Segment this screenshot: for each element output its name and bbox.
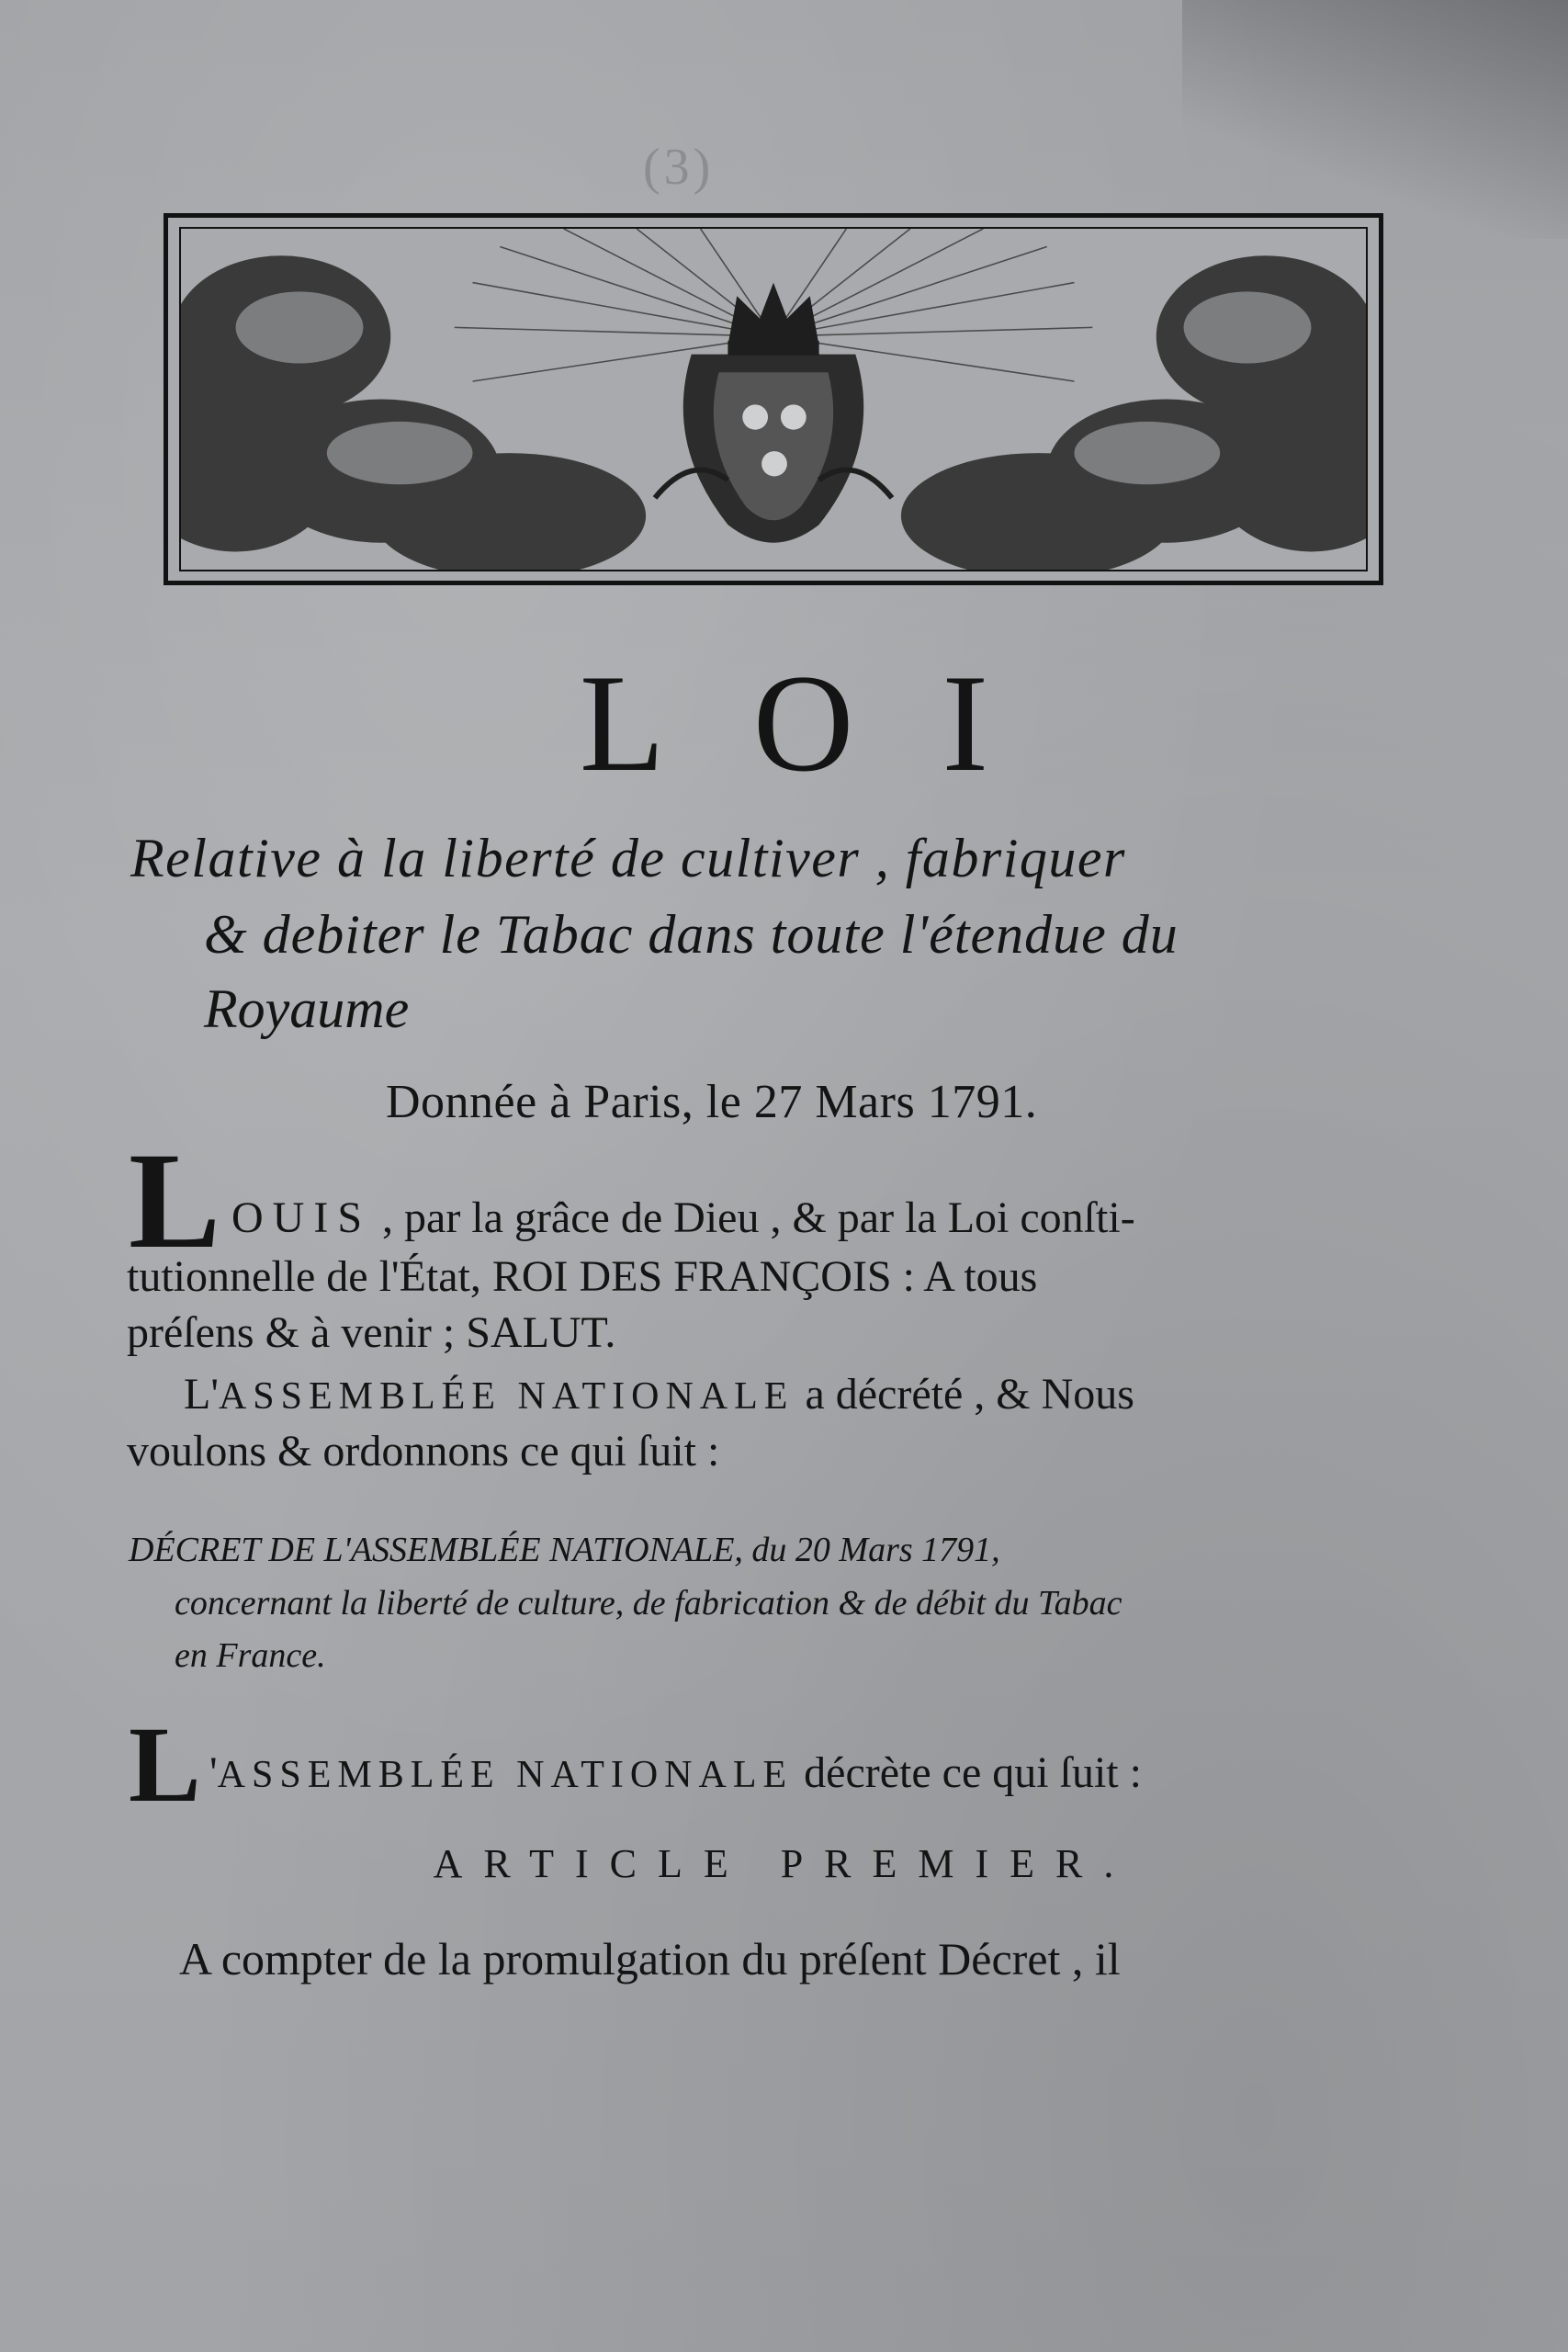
page-fold-shadow [1182, 0, 1568, 239]
preamble-line-1 [231, 1193, 1135, 1243]
crest-engraving-illustration [181, 229, 1366, 570]
preamble-line-1-rest: , par la grâce de Dieu , & par la Loi conſti- [382, 1193, 1135, 1242]
subtitle-line-2: & debiter le Tabac dans toute l'étendue du [204, 904, 1179, 965]
date-line: Donnée à Paris, le 27 Mars 1791. [386, 1076, 1038, 1128]
decree-opening-apostrophe: ' [209, 1748, 218, 1797]
article-first-line: A compter de la promulgation du préſent Décret , il [179, 1933, 1121, 1984]
decree-heading-line-1: DÉCRET DE L'ASSEMBLÉE NATIONALE, du 20 Mars 1791, [129, 1531, 1000, 1569]
article-heading: ARTICLE PREMIER. [433, 1841, 1135, 1886]
preamble-line-4 [184, 1369, 1134, 1419]
preamble-line-4-caps: ASSEMBLÉE NATIONALE [218, 1375, 795, 1418]
decree-opening-caps: ASSEMBLÉE NATIONALE [217, 1754, 794, 1796]
page-number: (3) [643, 139, 715, 196]
decree-opening-rest: décrète ce qui ſuit : [804, 1748, 1142, 1797]
page-title: LOI [579, 646, 1077, 800]
royal-vignette-engraving [164, 213, 1383, 585]
subtitle-line-1: Relative à la liberté de cultiver , fabriquer [130, 828, 1126, 888]
decree-opening-line [209, 1747, 1142, 1798]
subtitle-line-3: Royaume [204, 978, 410, 1039]
preamble-line-4-b: a décrété , & Nous [805, 1370, 1134, 1419]
preamble-line-1-caps: OUIS [231, 1193, 372, 1242]
decree-dropcap-letter: L [129, 1704, 201, 1825]
preamble-line-4-a: L' [184, 1370, 219, 1419]
preamble-line-3: préſens & à venir ; SALUT. [127, 1308, 616, 1357]
decree-heading-line-3: en France. [175, 1636, 326, 1675]
preamble-line-2: tutionnelle de l'État, ROI DES FRANÇOIS : A tous [127, 1252, 1038, 1301]
dropcap-letter: L [129, 1125, 221, 1277]
preamble-line-5: voulons & ordonnons ce qui ſuit : [127, 1427, 720, 1476]
decree-heading-line-2: concernant la liberté de culture, de fabrication & de débit du Tabac [175, 1584, 1122, 1623]
